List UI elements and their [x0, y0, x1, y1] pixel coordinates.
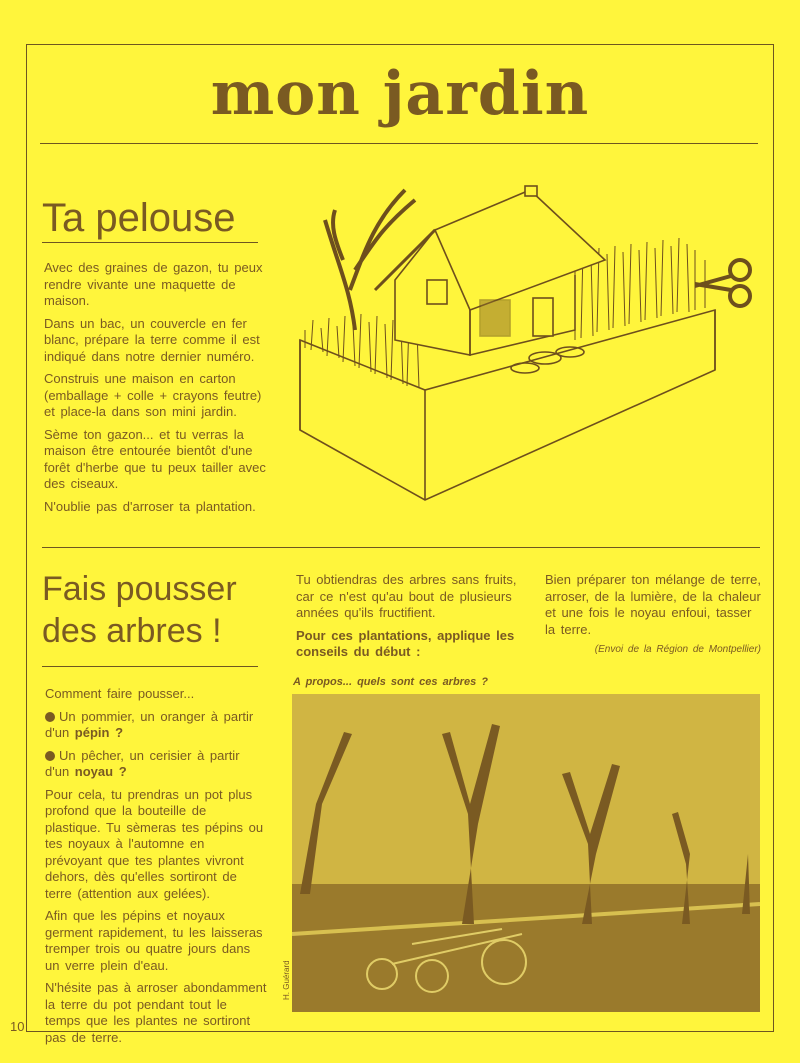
- source-note: (Envoi de la Région de Montpellier): [594, 644, 761, 655]
- paragraph: Afin que les pépins et noyaux germent rapidement, tu les laisseras tremper trois ou quatre jours dans un verre plein d'eau.: [45, 908, 263, 973]
- paragraph: Avec des graines de gazon, tu peux rendre vivante une maquette de maison.: [44, 260, 263, 308]
- title-rule: [42, 242, 258, 243]
- paragraph: Bien préparer ton mélange de terre, arroser, de la lumière, de la chaleur et une fois le noyau enfoui, tasser la terre.: [545, 572, 761, 637]
- masthead-title: mon jardin: [210, 59, 590, 129]
- masthead-rule: [40, 143, 758, 144]
- column-3-text: [545, 572, 767, 662]
- title-line: Fais pousser: [42, 570, 237, 608]
- house-garden-illustration: [295, 180, 755, 510]
- bold-note: Pour ces plantations, applique les conseils du début :: [296, 627, 515, 659]
- arbres-text: [45, 686, 267, 1052]
- bullet-dot-icon: [45, 712, 55, 722]
- title-line: des arbres !: [42, 612, 222, 650]
- bullet-item: Un pommier, un oranger à partir d'un pépin ?: [45, 708, 254, 740]
- orchard-photo-drawing: [292, 694, 760, 1012]
- paragraph: N'oublie pas d'arroser ta plantation.: [44, 498, 256, 514]
- orchard-photo: [292, 694, 760, 1012]
- paragraph: Tu obtiendras des arbres sans fruits, car ce n'est qu'au bout de plusieurs années qu'ils fructifient.: [296, 572, 517, 620]
- section-divider: [42, 547, 760, 548]
- paragraph: Pour cela, tu prendras un pot plus profond que la bouteille de plastique. Tu sèmeras tes pépins ou tes noyaux à l'automne en prévoyant que tes plantes vivront dehors, dès qu'elles sortiront de terre (attention aux gelées).: [45, 786, 264, 901]
- paragraph: Sème ton gazon... et tu verras la maison être entourée bientôt d'une forêt d'herbe que tu peux tailler avec des ciseaux.: [44, 426, 266, 491]
- column-2-text: [296, 572, 526, 667]
- title-rule: [42, 666, 258, 667]
- pelouse-text: [44, 260, 266, 521]
- photo-caption: A propos... quels sont ces arbres ?: [293, 676, 488, 688]
- page-number: 10: [10, 1019, 25, 1034]
- bullet-dot-icon: [45, 751, 55, 761]
- paragraph: Dans un bac, un couvercle en fer blanc, prépare la terre comme il est indiqué dans notre dernier numéro.: [44, 315, 260, 364]
- photo-credit: H. Guérard: [282, 960, 291, 1000]
- bullet-item: Un pêcher, un cerisier à partir d'un noyau ?: [45, 747, 240, 779]
- section-title-arbres: [42, 568, 237, 652]
- intro-text: Comment faire pousser...: [45, 686, 195, 701]
- section-title-pelouse: Ta pelouse: [42, 196, 236, 240]
- paragraph: Construis une maison en carton (emballage + colle + crayons feutre) et place-la dans son mini jardin.: [44, 371, 262, 419]
- paragraph: N'hésite pas à arroser abondamment la terre du pot pendant tout le temps que les plantes ne sortiront pas de terre.: [45, 980, 267, 1045]
